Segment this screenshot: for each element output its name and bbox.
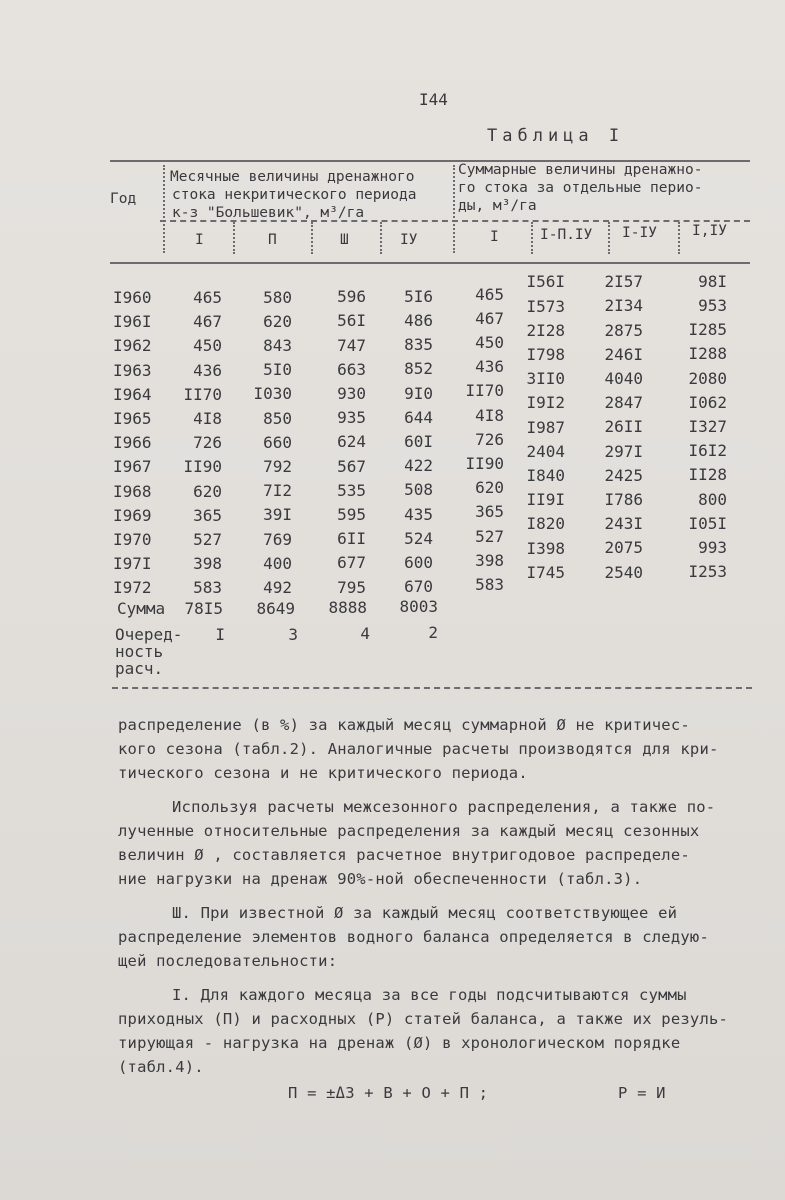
value-cell: I786 [604, 489, 643, 509]
value-cell: 2I57 [604, 272, 643, 292]
col-separator [163, 165, 165, 253]
col-header-month-4: IУ [400, 232, 418, 248]
value-cell: 567 [337, 456, 366, 476]
value-cell: 535 [337, 480, 366, 500]
value-cell: 2847 [604, 393, 643, 413]
value-cell: 596 [337, 287, 366, 307]
col-separator [453, 165, 455, 253]
value-cell: 527 [193, 530, 222, 549]
header-monthly-line3: к-з "Большевик", м³/га [172, 205, 365, 221]
year-cell: I972 [113, 578, 152, 598]
body-line: приходных (П) и расходных (Р) статей баланса, а также их резуль- [118, 1010, 729, 1028]
formula-left: П = ±Δ3 + В + О + П ; [288, 1084, 489, 1102]
body-line: Ш. При известной Ø за каждый месяц соответствующее ей [172, 904, 678, 922]
value-cell: I253 [688, 562, 727, 582]
value-cell: II70 [183, 384, 222, 404]
col-header-month-2: П [268, 232, 277, 248]
body-line: ние нагрузки на дренаж 90%-ной обеспеченности (табл.3). [118, 870, 643, 888]
value-cell: 930 [337, 384, 366, 403]
value-cell: I840 [526, 465, 565, 485]
order-value: 2 [428, 623, 438, 642]
value-cell: II28 [688, 465, 727, 485]
value-cell: 400 [263, 553, 292, 573]
year-cell: I960 [113, 288, 152, 307]
value-cell: 600 [404, 553, 433, 572]
body-line: распределение элементов водного баланса определяется в следую- [118, 928, 709, 946]
body-line: тического сезона и не критического периода. [118, 764, 528, 782]
value-cell: 467 [475, 308, 504, 328]
order-label-line3: расч. [115, 659, 164, 678]
value-cell: I56I [526, 272, 565, 292]
col-header-month-1: I [195, 232, 204, 248]
value-cell: 2425 [604, 465, 643, 485]
value-cell: 2875 [604, 320, 643, 340]
value-cell: 7I2 [263, 481, 292, 501]
value-cell: 726 [193, 433, 222, 453]
value-cell: I798 [526, 344, 565, 364]
value-cell: II90 [183, 457, 222, 477]
value-cell: 800 [698, 489, 727, 509]
header-sub-rule [160, 220, 750, 222]
value-cell: 747 [337, 335, 366, 355]
col-header-period-3: I-IУ [622, 225, 657, 241]
order-label-line2: ность [115, 642, 164, 661]
summa-value: 78I5 [184, 599, 223, 618]
body-line: I. Для каждого месяца за все годы подсчитываются суммы [172, 986, 687, 1004]
summa-label: Сумма [117, 599, 166, 618]
value-cell: 98I [698, 271, 727, 291]
body-line: (табл.4). [118, 1058, 204, 1076]
table-caption: Таблица I [487, 126, 625, 146]
header-bottom-rule [110, 262, 750, 264]
order-label-line1: Очеред- [115, 625, 183, 644]
header-summary-line2: го стока за отдельные перио- [458, 180, 703, 196]
value-cell: 365 [193, 505, 222, 525]
value-cell: 660 [263, 432, 292, 452]
value-cell: 624 [337, 432, 366, 452]
col-separator [233, 222, 235, 254]
col-header-period-4: I,IУ [692, 223, 727, 239]
year-cell: I962 [113, 336, 152, 356]
value-cell: I062 [688, 392, 727, 412]
col-header-month-3: Ш [340, 232, 349, 248]
value-cell: 2404 [526, 441, 565, 461]
value-cell: I6I2 [688, 441, 727, 461]
value-cell: 580 [263, 287, 292, 307]
value-cell: 583 [475, 575, 504, 594]
year-cell: I964 [113, 384, 152, 404]
value-cell: 583 [193, 578, 222, 598]
value-cell: 486 [404, 311, 433, 330]
value-cell: 850 [263, 408, 292, 428]
value-cell: 39I [263, 505, 292, 525]
value-cell: 6II [337, 529, 366, 549]
value-cell: I398 [526, 538, 565, 558]
header-summary-line1: Суммарные величины дренажно- [458, 162, 703, 178]
value-cell: 436 [475, 357, 504, 377]
value-cell: 663 [337, 359, 366, 379]
value-cell: I9I2 [526, 393, 565, 413]
value-cell: 670 [404, 577, 433, 597]
value-cell: 5I0 [263, 360, 292, 380]
value-cell: 492 [263, 578, 292, 597]
header-year: Год [110, 191, 137, 207]
value-cell: I327 [688, 417, 727, 436]
header-summary-line3: ды, м³/га [458, 198, 537, 214]
value-cell: 953 [698, 296, 727, 315]
value-cell: 60I [404, 432, 433, 451]
col-separator [678, 222, 680, 254]
formula-right: Р = И [618, 1084, 666, 1102]
value-cell: 595 [337, 505, 366, 524]
order-value: I [215, 625, 225, 644]
value-cell: 2080 [688, 368, 727, 388]
value-cell: 792 [263, 457, 292, 476]
value-cell: 508 [404, 480, 433, 500]
year-cell: I96I [113, 312, 152, 332]
body-line: распределение (в %) за каждый месяц суммарной Ø не критичес- [118, 716, 690, 734]
value-cell: 2I34 [604, 296, 643, 316]
value-cell: 852 [404, 359, 433, 379]
value-cell: 843 [263, 336, 292, 355]
value-cell: 435 [404, 504, 433, 524]
year-cell: I969 [113, 505, 152, 525]
value-cell: 935 [337, 408, 366, 428]
value-cell: 3II0 [526, 369, 565, 389]
value-cell: I745 [526, 562, 565, 582]
value-cell: I030 [253, 384, 292, 404]
year-cell: I967 [113, 457, 152, 477]
value-cell: 620 [475, 478, 504, 498]
header-monthly-line1: Месячные величины дренажного [170, 169, 415, 185]
value-cell: 450 [193, 336, 222, 356]
value-cell: 365 [475, 502, 504, 522]
value-cell: 297I [604, 441, 643, 461]
year-cell: I968 [113, 481, 152, 501]
value-cell: 644 [404, 407, 433, 427]
year-cell: I966 [113, 433, 152, 453]
value-cell: 620 [263, 311, 292, 331]
value-cell: 4I8 [475, 405, 504, 425]
value-cell: 465 [475, 284, 504, 304]
value-cell: 436 [193, 360, 222, 380]
value-cell: 9I0 [404, 383, 433, 403]
body-line: величин Ø , составляется расчетное внутригодовое распределе- [118, 846, 690, 864]
value-cell: I573 [526, 296, 565, 316]
body-line: тирующая - нагрузка на дренаж (Ø) в хронологическом порядке [118, 1034, 681, 1052]
value-cell: I820 [526, 514, 565, 534]
value-cell: 2540 [604, 562, 643, 582]
col-separator [311, 222, 313, 254]
value-cell: 795 [337, 577, 366, 597]
value-cell: 835 [404, 335, 433, 355]
value-cell: 4I8 [193, 409, 222, 428]
value-cell: 993 [698, 538, 727, 557]
value-cell: II9I [526, 490, 565, 510]
year-cell: I97I [113, 554, 152, 574]
col-separator [531, 222, 533, 254]
col-separator [608, 222, 610, 254]
value-cell: 769 [263, 529, 292, 549]
value-cell: 56I [337, 311, 366, 331]
table-bottom-rule [112, 687, 752, 689]
order-value: 4 [360, 624, 370, 643]
order-value: 3 [288, 625, 298, 644]
body-line: лученные относительные распределения за каждый месяц сезонных [118, 822, 700, 840]
col-separator [380, 222, 382, 254]
col-header-period-2: I-П.IУ [540, 227, 593, 243]
value-cell: I288 [688, 344, 727, 364]
summa-value: 8003 [399, 597, 438, 616]
year-cell: I970 [113, 530, 152, 549]
value-cell: 677 [337, 553, 366, 573]
value-cell: 527 [475, 526, 504, 546]
value-cell: 2075 [604, 538, 643, 558]
value-cell: 4040 [604, 368, 643, 388]
value-cell: 422 [404, 456, 433, 476]
year-cell: I965 [113, 409, 152, 428]
value-cell: 398 [193, 554, 222, 574]
value-cell: 450 [475, 333, 504, 352]
page-number: I44 [419, 90, 448, 109]
value-cell: 26II [604, 417, 643, 437]
value-cell: 524 [404, 528, 433, 548]
summa-value: 8649 [256, 599, 295, 618]
col-header-period-1: I [490, 229, 499, 245]
body-line: кого сезона (табл.2). Аналогичные расчеты производятся для кри- [118, 740, 719, 758]
value-cell: II70 [465, 381, 504, 401]
body-line: щей последовательности: [118, 952, 338, 970]
value-cell: 246I [604, 344, 643, 364]
header-monthly-line2: стока некритического периода [172, 187, 417, 203]
value-cell: 2I28 [526, 320, 565, 340]
year-cell: I963 [113, 360, 152, 380]
summa-value: 8888 [328, 598, 367, 617]
value-cell: I05I [688, 513, 727, 533]
value-cell: I987 [526, 417, 565, 437]
value-cell: 243I [604, 514, 643, 534]
value-cell: 465 [193, 288, 222, 307]
value-cell: 5I6 [404, 286, 433, 306]
value-cell: 467 [193, 312, 222, 332]
value-cell: I285 [688, 320, 727, 340]
body-line: Используя расчеты межсезонного распределения, а также по- [172, 798, 716, 816]
value-cell: II90 [465, 454, 504, 473]
value-cell: 398 [475, 550, 504, 570]
value-cell: 726 [475, 429, 504, 449]
value-cell: 620 [193, 481, 222, 501]
